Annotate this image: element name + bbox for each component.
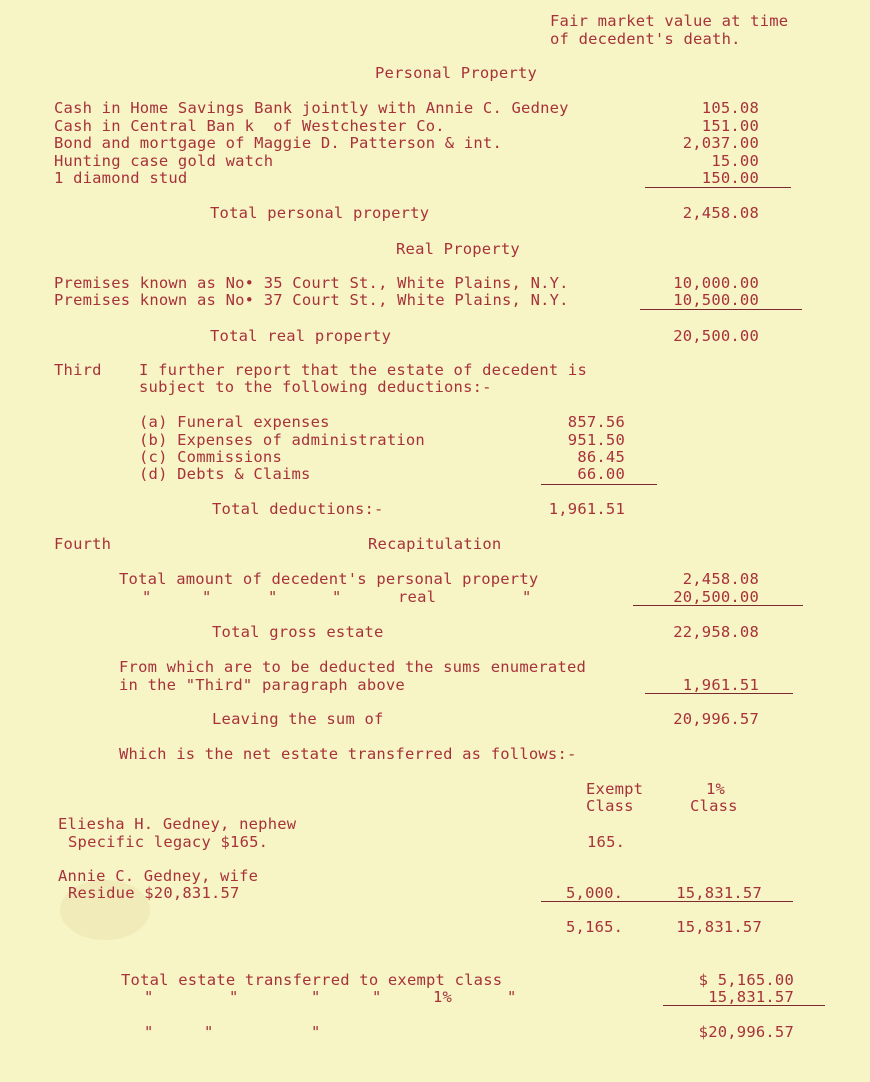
- gross-estate-label: Total gross estate: [212, 623, 384, 641]
- personal-item-value: 2,037.00: [682, 134, 759, 152]
- third-text-line-1: I further report that the estate of decedent is: [139, 361, 587, 379]
- ditto-mark: ": [311, 988, 321, 1006]
- deduction-item-value: 66.00: [577, 465, 625, 483]
- deductions-total-value: 1,961.51: [548, 500, 625, 518]
- real-item-value: 10,500.00: [673, 291, 759, 309]
- ditto-mark: ": [507, 988, 517, 1006]
- personal-item-desc: Hunting case gold watch: [54, 152, 274, 170]
- total-exempt-value: $ 5,165.00: [698, 971, 794, 989]
- personal-total-label: Total personal property: [210, 204, 430, 222]
- beneficiary-detail: Specific legacy $165.: [68, 833, 269, 851]
- total-one-percent-value: 15,831.57: [708, 988, 794, 1006]
- transfer-intro-line: Which is the net estate transferred as follows:-: [119, 745, 577, 763]
- exempt-column-header-line-2: Class: [586, 797, 634, 815]
- grand-total-value: $20,996.57: [698, 1023, 794, 1041]
- total-exempt-label: Total estate transferred to exempt class: [121, 971, 503, 989]
- ditto-mark: ": [144, 1023, 154, 1041]
- beneficiary-one-percent-amount: 15,831.57: [676, 884, 762, 902]
- real-item-desc: Premises known as No• 37 Court St., White Plains, N.Y.: [54, 291, 569, 309]
- deductions-total-label: Total deductions:-: [212, 500, 384, 518]
- recap-real-value: 20,500.00: [673, 588, 759, 606]
- deduction-item-value: 857.56: [567, 413, 625, 431]
- deduction-item-desc: (d) Debts & Claims: [139, 465, 311, 483]
- ditto-mark: ": [311, 1023, 321, 1041]
- personal-item-desc: Cash in Central Ban k of Westchester Co.: [54, 117, 445, 135]
- leaving-label: Leaving the sum of: [212, 710, 384, 728]
- personal-item-desc: 1 diamond stud: [54, 169, 188, 187]
- exempt-column-header-line-1: Exempt: [586, 780, 644, 798]
- gross-estate-value: 22,958.08: [673, 623, 759, 641]
- recap-personal-value: 2,458.08: [682, 570, 759, 588]
- transfer-sum-rule: [541, 901, 793, 902]
- ditto-mark: ": [229, 988, 239, 1006]
- real-item-desc: Premises known as No• 35 Court St., White Plains, N.Y.: [54, 274, 569, 292]
- personal-property-heading: Personal Property: [375, 64, 538, 82]
- value-column-header-line-1: Fair market value at time: [550, 12, 789, 30]
- personal-item-value: 150.00: [701, 169, 759, 187]
- recap-personal-line: Total amount of decedent's personal property: [119, 570, 539, 588]
- ditto-mark: ": [372, 988, 382, 1006]
- real-item-value: 10,000.00: [673, 274, 759, 292]
- exempt-class-sum: 5,165.: [566, 918, 624, 936]
- one-percent-column-header-line-1: 1%: [706, 780, 726, 798]
- personal-item-value: 105.08: [701, 99, 759, 117]
- fourth-label: Fourth: [54, 535, 112, 553]
- personal-item-desc: Bond and mortgage of Maggie D. Patterson & int.: [54, 134, 502, 152]
- recap-sum-rule: [633, 605, 803, 606]
- recap-real-word: real: [398, 588, 437, 606]
- deductions-sum-rule: [541, 484, 657, 485]
- deduction-item-desc: (b) Expenses of administration: [139, 431, 425, 449]
- beneficiary-detail: Residue $20,831.57: [68, 884, 240, 902]
- real-total-value: 20,500.00: [673, 327, 759, 345]
- third-label: Third: [54, 361, 102, 379]
- personal-item-desc: Cash in Home Savings Bank jointly with Annie C. Gedney: [54, 99, 569, 117]
- personal-item-value: 151.00: [701, 117, 759, 135]
- real-property-heading: Real Property: [396, 240, 520, 258]
- grand-total-rule: [663, 1005, 825, 1006]
- ditto-mark: ": [202, 588, 212, 606]
- personal-total-value: 2,458.08: [682, 204, 759, 222]
- deduct-text-line-2: in the "Third" paragraph above: [119, 676, 405, 694]
- beneficiary-name: Annie C. Gedney, wife: [58, 867, 259, 885]
- third-text-line-2: subject to the following deductions:-: [139, 378, 492, 396]
- one-percent-column-header-line-2: Class: [690, 797, 738, 815]
- deduction-item-desc: (c) Commissions: [139, 448, 282, 466]
- beneficiary-exempt-amount: 165.: [587, 833, 626, 851]
- leaving-value: 20,996.57: [673, 710, 759, 728]
- one-percent-class-sum: 15,831.57: [676, 918, 762, 936]
- ditto-mark: ": [268, 588, 278, 606]
- deduction-item-desc: (a) Funeral expenses: [139, 413, 330, 431]
- deduction-item-value: 951.50: [567, 431, 625, 449]
- ditto-mark: ": [144, 988, 154, 1006]
- ditto-mark: ": [522, 588, 532, 606]
- recapitulation-heading: Recapitulation: [368, 535, 502, 553]
- beneficiary-exempt-amount: 5,000.: [566, 884, 624, 902]
- deduct-text-line-1: From which are to be deducted the sums enumerated: [119, 658, 587, 676]
- real-total-label: Total real property: [210, 327, 392, 345]
- deduction-item-value: 86.45: [577, 448, 625, 466]
- ditto-mark: ": [142, 588, 152, 606]
- ditto-mark: ": [204, 1023, 214, 1041]
- value-column-header-line-2: of decedent's death.: [550, 30, 741, 48]
- personal-item-value: 15.00: [711, 152, 759, 170]
- deduct-value: 1,961.51: [682, 676, 759, 694]
- total-one-percent-word: 1%: [433, 988, 453, 1006]
- real-sum-rule: [640, 309, 802, 310]
- personal-sum-rule: [645, 187, 791, 188]
- ditto-mark: ": [332, 588, 342, 606]
- beneficiary-name: Eliesha H. Gedney, nephew: [58, 815, 297, 833]
- deduct-rule: [645, 693, 793, 694]
